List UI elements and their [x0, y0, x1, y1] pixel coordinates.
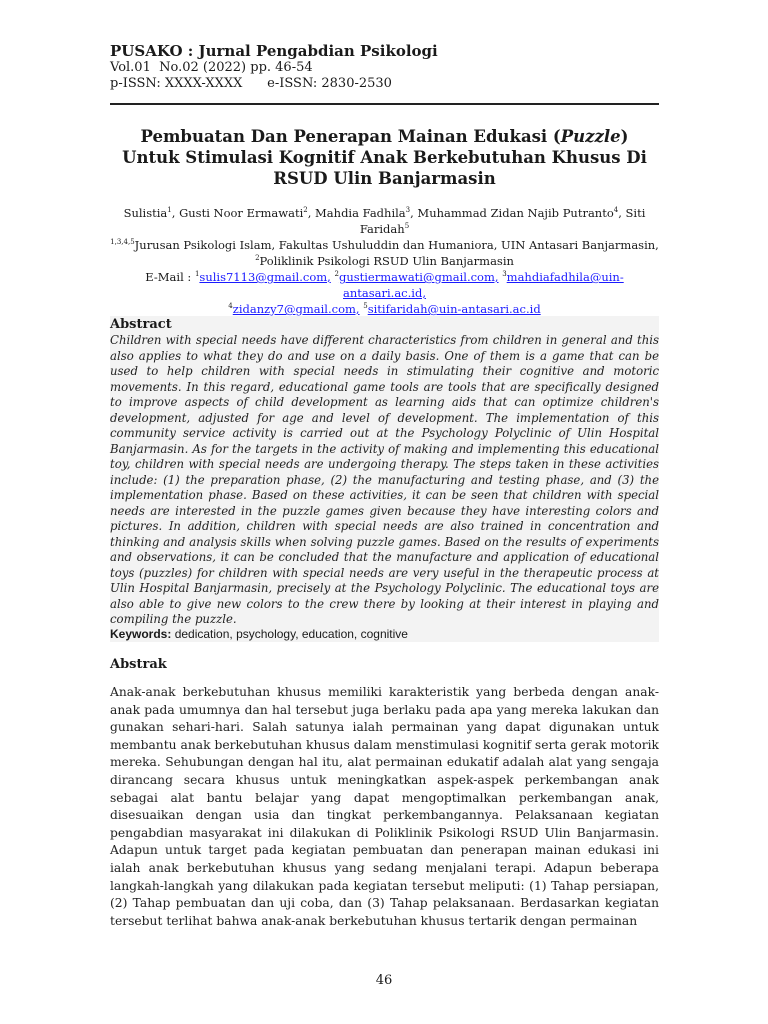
affiliation-sup: 1,3,4,5: [110, 238, 135, 247]
journal-issn: p-ISSN: XXXX-XXXX e-ISSN: 2830-2530: [110, 76, 392, 91]
affiliation-line-2: [110, 253, 659, 269]
email-link-4[interactable]: zidanzy7@gmail.com,: [232, 302, 360, 316]
affiliation-text: Poliklinik Psikologi RSUD Ulin Banjarmasin: [259, 254, 514, 268]
email-sup: 5: [363, 302, 368, 311]
abstrak-text: Anak-anak berkebutuhan khusus memiliki karakteristik yang berbeda dengan anak-anak pada umumnya dan hal tersebut juga berlaku pada apa yang mereka lakukan dan gunakan sehari-hari. Salah satunya ialah permainan yang dapat digunakan untuk membantu anak berkebutuhan khusus dalam menstimulasi kognitif serta gerak motorik mereka. Sehubungan dengan hal itu, alat permainan edukatif adalah alat yang sengaja dirancang secara khusus untuk meningkatkan aspek-aspek perkembangan anak sebagai alat bantu belajar yang dapat mengoptimalkan perkembangan anak, disesuaikan dengan usia dan tingkat perkembangannya. Pelaksanaan kegiatan pengabdian masyarakat ini dilakukan di Poliklinik Psikologi RSUD Ulin Banjarmasin. Adapun untuk target pada kegiatan pembuatan dan penerapan mainan edukasi ini ialah anak berkebutuhan khusus yang sedang menjalani terapi. Adapun beberapa langkah-langkah yang dilakukan pada kegiatan tersebut meliputi: (1) Tahap persiapan, (2) Tahap pembuatan dan uji coba, dan (3) Tahap pelaksanaan. Berdasarkan kegiatan tersebut terlihat bahwa anak-anak berkebutuhan khusus tertarik dengan permainan: [110, 685, 659, 928]
keywords-value: dedication, psychology, education, cognitive: [171, 627, 408, 641]
journal-name: PUSAKO : Jurnal Pengabdian Psikologi: [110, 42, 438, 60]
author-sup: 4: [613, 206, 619, 215]
journal-header: [110, 42, 670, 92]
title-italic-word: Puzzle: [560, 127, 621, 146]
affiliation-text: Jurusan Psikologi Islam, Fakultas Ushuluddin dan Humaniora, UIN Antasari Banjarmasin,: [134, 238, 659, 252]
keywords: [110, 627, 659, 642]
header-divider: [110, 103, 659, 105]
affiliation-sup: 2: [255, 254, 260, 263]
author-sup: 5: [404, 222, 410, 231]
author-name: , Mahdia Fadhila: [307, 206, 406, 220]
email-line-2: [110, 301, 659, 317]
email-sup: 1: [194, 270, 200, 279]
email-line: [110, 269, 659, 301]
author-sup: 2: [303, 206, 308, 215]
title-part-1: Pembuatan Dan Penerapan Mainan Edukasi (: [140, 127, 561, 146]
abstrak-heading: Abstrak: [110, 657, 167, 672]
author-name: Sulistia: [123, 206, 168, 220]
email-link-5[interactable]: sitifaridah@uin-antasari.ac.id: [367, 302, 541, 316]
email-label: E-Mail :: [145, 270, 195, 284]
affiliation-line-1: [110, 237, 659, 253]
author-name: , Gusti Noor Ermawati: [171, 206, 304, 220]
author-name: , Muhammad Zidan Najib Putranto: [410, 206, 614, 220]
email-link-3[interactable]: mahdiafadhila@uin-antasari.ac.id,: [343, 270, 624, 300]
email-link-2[interactable]: gustiermawati@gmail.com,: [338, 270, 499, 284]
paper-title: [110, 126, 659, 189]
email-sup: 2: [334, 270, 339, 279]
abstract-heading: Abstract: [110, 317, 172, 332]
email-sup: 4: [228, 302, 233, 311]
author-sup: 3: [405, 206, 411, 215]
author-sup: 1: [167, 206, 172, 215]
title-part-2: ) Untuk Stimulasi Kognitif Anak Berkebutuhan Khusus Di RSUD Ulin Banjarmasin: [122, 127, 647, 188]
abstract-text: Children with special needs have different characteristics from children in general and this also applies to what they do and use on a daily basis. One of them is a game that can be used to help children with special needs in stimulating their cognitive and motoric movements. In this regard, educational game tools are tools that are specifically designed to improve aspects of child development as learning aids that can optimize children's development, adjusted for age and level of development. The implementation of this community service activity is carried out at the Psychology Polyclinic of Ulin Hospital Banjarmasin. As for the targets in the activity of making and implementing this educational toy, children with special needs are undergoing therapy. The steps taken in these activities include: (1) the preparation phase, (2) the manufacturing and testing phase, and (3) the implementation phase. Based on these activities, it can be seen that children with special needs are interested in the puzzle games given because they have interesting colors and pictures. In addition, children with special needs are also trained in concentration and thinking and analysis skills when solving puzzle games. Based on the results of experiments and observations, it can be concluded that the manufacture and application of educational toys (puzzles) for children with special needs are very useful in the therapeutic process at Ulin Hospital Banjarmasin, precisely at the Psychology Polyclinic. The educational toys are also able to give new colors to the crew there by looking at their interest in playing and compiling the puzzle.: [110, 333, 659, 626]
keywords-label: Keywords:: [110, 627, 172, 641]
email-link-1[interactable]: sulis7113@gmail.com,: [199, 270, 331, 284]
journal-volume: Vol.01 No.02 (2022) pp. 46-54: [110, 60, 313, 75]
page-number: 46: [375, 973, 393, 988]
author-block: [110, 205, 659, 317]
email-sup: 3: [502, 270, 507, 279]
author-list: [110, 205, 659, 237]
author-name: , Siti Faridah: [359, 206, 646, 236]
